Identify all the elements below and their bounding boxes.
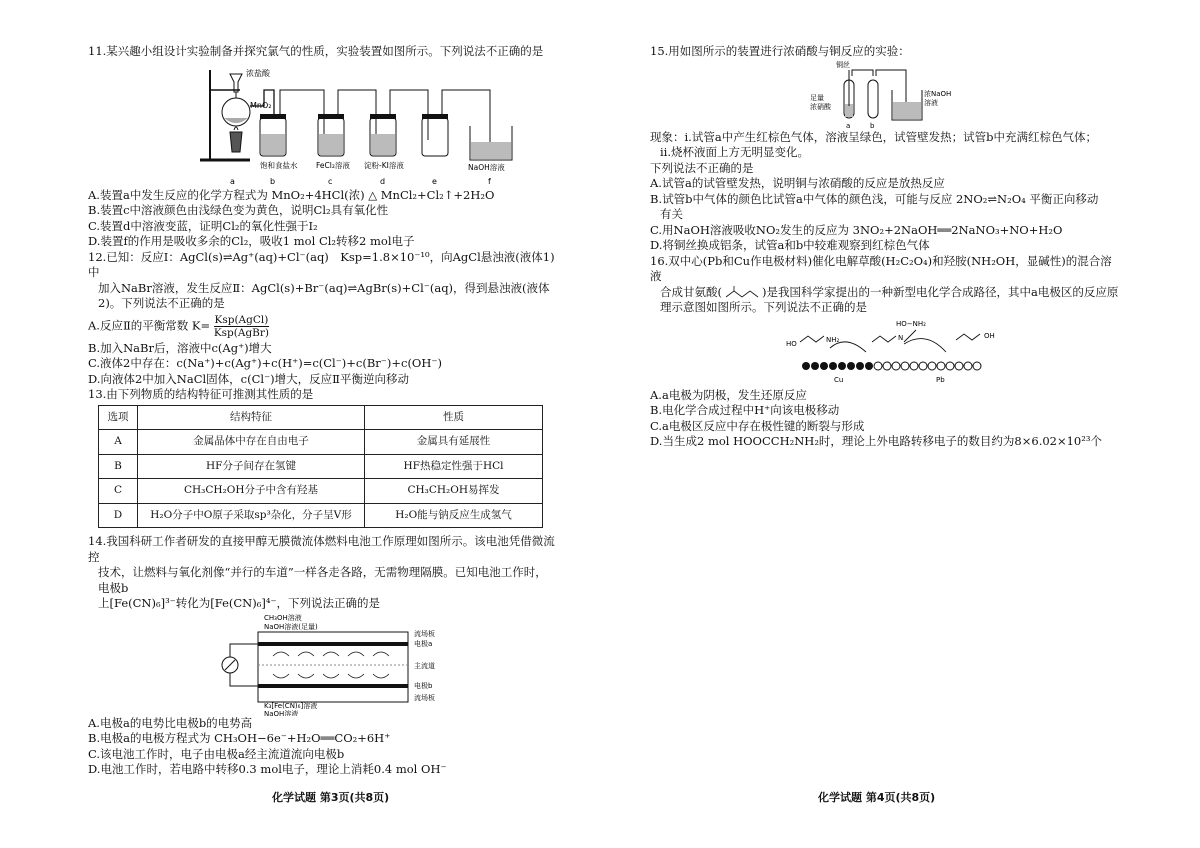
q14-label-r2: 电极a bbox=[414, 639, 433, 648]
q14-label-in3: K₃[Fe(CN)₆]溶液 bbox=[264, 701, 318, 710]
q16-stem-line2-a: 合成甘氨酸( bbox=[660, 284, 722, 299]
q16-option-a: A.a电极为阴极，发生还原反应 bbox=[650, 387, 807, 402]
q16-label-n: N bbox=[898, 333, 904, 342]
q13-table-header bbox=[99, 405, 543, 430]
q13-header-option: 选项 bbox=[99, 405, 138, 430]
glycine-structure-icon bbox=[722, 285, 762, 300]
q16-stem-line2 bbox=[650, 285, 1120, 301]
q15-phenomenon-2: ⅱ.烧杯液面上方无明显变化。 bbox=[660, 145, 810, 159]
q13-cell: 金属晶体中存在自由电子 bbox=[138, 430, 365, 455]
q11-label-funnel: 浓盐酸 bbox=[246, 68, 270, 78]
q11-letter-c: c bbox=[328, 176, 333, 186]
q15-label-wire: 铜丝 bbox=[836, 60, 850, 69]
q13-cell: CH₃CH₂OH分子中含有羟基 bbox=[138, 479, 365, 504]
q16-mechanism-svg bbox=[786, 316, 1026, 388]
table-row bbox=[99, 503, 543, 528]
q15-option-d: D.将铜丝换成铝条，试管a和b中较难观察到红棕色气体 bbox=[650, 238, 930, 252]
q14-label-r3: 主流道 bbox=[414, 661, 435, 670]
q13-cell: HF热稳定性强于HCl bbox=[365, 454, 543, 479]
q15-label-left1: 足量 bbox=[810, 93, 824, 102]
q11-option-b: B.装置c中溶液颜色由浅绿色变为黄色，说明Cl₂具有氧化性 bbox=[88, 203, 389, 217]
q16-option-d: D.当生成2 mol HOOCCH₂NH₂时，理论上外电路转移电子的数目约为8×6.02×10²³个 bbox=[650, 434, 1102, 448]
q12-stem-line3: 2)。下列说法不正确的是 bbox=[98, 296, 225, 310]
q11-option-c: C.装置d中溶液变蓝，证明Cl₂的氧化性强于I₂ bbox=[88, 218, 318, 233]
q15-label-right1: 浓NaOH bbox=[924, 89, 952, 98]
q13-cell: H₂O分子中O原子采取sp³杂化，分子呈V形 bbox=[138, 503, 365, 528]
q13-header-structure: 结构特征 bbox=[138, 405, 365, 430]
q11-letter-b: b bbox=[270, 176, 276, 186]
q16-label-pb: Pb bbox=[936, 375, 945, 384]
q12-fraction-denominator: Ksp(AgBr) bbox=[213, 326, 270, 339]
q11-label-c: FeCl₂溶液 bbox=[316, 160, 350, 170]
q15-option-b: B.试管b中气体的颜色比试管a中气体的颜色浅，可能与反应 2NO₂⇌N₂O₄ 平衡正向移动 bbox=[650, 191, 1099, 206]
q16-label-ho: HO bbox=[786, 339, 797, 348]
q15-stem: 15.用如图所示的装置进行浓硝酸与铜反应的实验： bbox=[650, 44, 910, 58]
q15-option-b-cont: 有关 bbox=[660, 207, 683, 221]
q12-option-b: B.加入NaBr后，溶液中c(Ag⁺)增大 bbox=[88, 340, 272, 355]
q12-fraction-numerator: Ksp(AgCl) bbox=[214, 313, 269, 326]
q11-label-d: 淀粉-KI溶液 bbox=[364, 160, 404, 170]
q12-option-a bbox=[88, 314, 558, 339]
electrode-beads bbox=[802, 362, 981, 370]
right-page-footer: 化学试题 第4页(共8页) bbox=[818, 791, 936, 804]
q15-label-a: a bbox=[846, 121, 851, 130]
q12-option-c: C.液体2中存在：c(Na⁺)+c(Ag⁺)+c(H⁺)=c(Cl⁻)+c(Br⁻)+c(OH⁻) bbox=[88, 356, 442, 370]
q14-fuel-cell-figure bbox=[218, 612, 558, 716]
q13-cell: C bbox=[99, 479, 138, 504]
q11-label-b: 饱和食盐水 bbox=[260, 160, 298, 170]
q15-ask: 下列说法不正确的是 bbox=[650, 160, 754, 175]
q13-header-property: 性质 bbox=[365, 405, 543, 430]
q13-cell: B bbox=[99, 454, 138, 479]
q12-stem-line1: 12.已知：反应Ⅰ：AgCl(s)⇌Ag⁺(aq)+Cl⁻(aq) Ksp=1.8×10⁻¹⁰，向AgCl悬浊液(液体1)中 bbox=[88, 249, 555, 279]
q15-label-b: b bbox=[870, 121, 875, 130]
q15-phenomenon-1: 现象：ⅰ.试管a中产生红棕色气体，溶液呈绿色，试管壁发热；试管b中充满红棕色气体； bbox=[650, 129, 1098, 144]
q13-cell: 金属具有延展性 bbox=[365, 430, 543, 455]
q11-label-reagent: MnO₂ bbox=[250, 100, 272, 110]
q14-option-c: C.该电池工作时，电子由电极a经主流道流向电极b bbox=[88, 746, 345, 761]
q13-cell: D bbox=[99, 503, 138, 528]
q14-label-in1: CH₃OH溶液 bbox=[264, 613, 302, 622]
q13-cell: A bbox=[99, 430, 138, 455]
q12-option-a-prefix: A.反应Ⅱ的平衡常数 K= bbox=[88, 318, 211, 332]
q14-option-b: B.电极a的电极方程式为 CH₃OH−6e⁻+H₂O══CO₂+6H⁺ bbox=[88, 731, 391, 745]
q16-stem-line3: 理示意图如图所示。下列说法不正确的是 bbox=[660, 300, 867, 314]
q14-fuel-cell-svg bbox=[218, 612, 478, 716]
q13-table bbox=[98, 405, 543, 529]
q11-option-a: A.装置a中发生反应的化学方程式为 MnO₂+4HCl(浓) △ MnCl₂+Cl₂↑+2H₂O bbox=[88, 187, 495, 202]
left-page-footer: 化学试题 第3页(共8页) bbox=[272, 791, 390, 804]
q15-label-left2: 浓硝酸 bbox=[810, 102, 831, 111]
q16-option-c: C.a电极区反应中存在极性键的断裂与形成 bbox=[650, 418, 865, 433]
q14-label-r4: 电极b bbox=[414, 681, 433, 690]
q12-stem-line2: 加入NaBr溶液，发生反应Ⅱ：AgCl(s)+Br⁻(aq)⇌AgBr(s)+Cl⁻(aq)，得到悬浊液(液体 bbox=[98, 280, 550, 295]
left-page bbox=[88, 44, 558, 778]
q14-label-r5: 流场板 bbox=[414, 693, 435, 702]
q11-letter-d: d bbox=[380, 176, 386, 186]
q12-option-d: D.向液体2中加入NaCl固体，c(Cl⁻)增大，反应Ⅱ平衡逆向移动 bbox=[88, 371, 409, 386]
q11-apparatus-figure bbox=[200, 60, 558, 188]
q11-letter-f: f bbox=[488, 176, 491, 186]
q14-stem-line3: 上[Fe(CN)₆]³⁻转化为[Fe(CN)₆]⁴⁻，下列说法正确的是 bbox=[98, 596, 381, 610]
q16-stem-line1: 16.双中心(Pb和Cu作电极材料)催化电解草酸(H₂C₂O₄)和羟胺(NH₂OH，显碱性)的混合溶液 bbox=[650, 253, 1112, 283]
table-row bbox=[99, 479, 543, 504]
q16-label-top: HO−NH₂ bbox=[896, 319, 926, 328]
q16-label-oh: OH bbox=[984, 331, 995, 340]
q13-cell: HF分子间存在氢键 bbox=[138, 454, 365, 479]
q13-cell: CH₃CH₂OH易挥发 bbox=[365, 479, 543, 504]
q16-option-b: B.电化学合成过程中H⁺向该电极移动 bbox=[650, 403, 840, 417]
right-page bbox=[650, 44, 1120, 450]
q12-option-a-fraction bbox=[214, 314, 269, 339]
q16-mechanism-figure bbox=[786, 316, 1120, 388]
q11-apparatus-svg bbox=[200, 60, 530, 188]
q15-option-c: C.用NaOH溶液吸收NO₂发生的反应为 3NO₂+2NaOH══2NaNO₃+NO+H₂O bbox=[650, 222, 1063, 237]
q14-label-r1: 流场板 bbox=[414, 629, 435, 638]
q15-label-right2: 溶液 bbox=[924, 98, 938, 107]
q15-apparatus-svg bbox=[810, 60, 960, 130]
q13-cell: H₂O能与钠反应生成氢气 bbox=[365, 503, 543, 528]
q14-option-a: A.电极a的电势比电极b的电势高 bbox=[88, 715, 253, 730]
q11-label-f: NaOH溶液 bbox=[468, 162, 505, 172]
table-row bbox=[99, 454, 543, 479]
q16-label-cu: Cu bbox=[834, 375, 844, 384]
q14-stem-line1: 14.我国科研工作者研发的直接甲醇无膜微流体燃料电池工作原理如图所示。该电池凭借微流控 bbox=[88, 534, 555, 564]
q13-stem: 13.由下列物质的结构特征可推测其性质的是 bbox=[88, 387, 314, 401]
q14-label-in2: NaOH溶液(足量) bbox=[264, 622, 318, 631]
q16-stem-line2-b: )是我国科学家提出的一种新型电化学合成路径，其中a电极区的反应原 bbox=[762, 284, 1119, 299]
q16-label-nh2: NH₂ bbox=[826, 335, 840, 344]
q14-stem-line2: 技术，让燃料与氧化剂像“并行的车道”一样各走各路，无需物理隔膜。已知电池工作时，电极b bbox=[98, 565, 547, 595]
q14-option-d: D.电池工作时，若电路中转移0.3 mol电子，理论上消耗0.4 mol OH⁻ bbox=[88, 762, 447, 776]
q11-stem: 11.某兴趣小组设计实验制备并探究氯气的性质，实验装置如图所示。下列说法不正确的是 bbox=[88, 44, 544, 58]
q15-option-a: A.试管a的试管壁发热，说明铜与浓硝酸的反应是放热反应 bbox=[650, 176, 945, 190]
q11-letter-e: e bbox=[432, 176, 437, 186]
q15-apparatus-figure bbox=[810, 60, 1120, 130]
q11-letter-a: a bbox=[230, 176, 235, 186]
q11-option-d: D.装置f的作用是吸收多余的Cl₂，吸收1 mol Cl₂转移2 mol电子 bbox=[88, 234, 415, 248]
q14-label-in4: NaOH溶液 bbox=[264, 709, 299, 716]
table-row bbox=[99, 430, 543, 455]
